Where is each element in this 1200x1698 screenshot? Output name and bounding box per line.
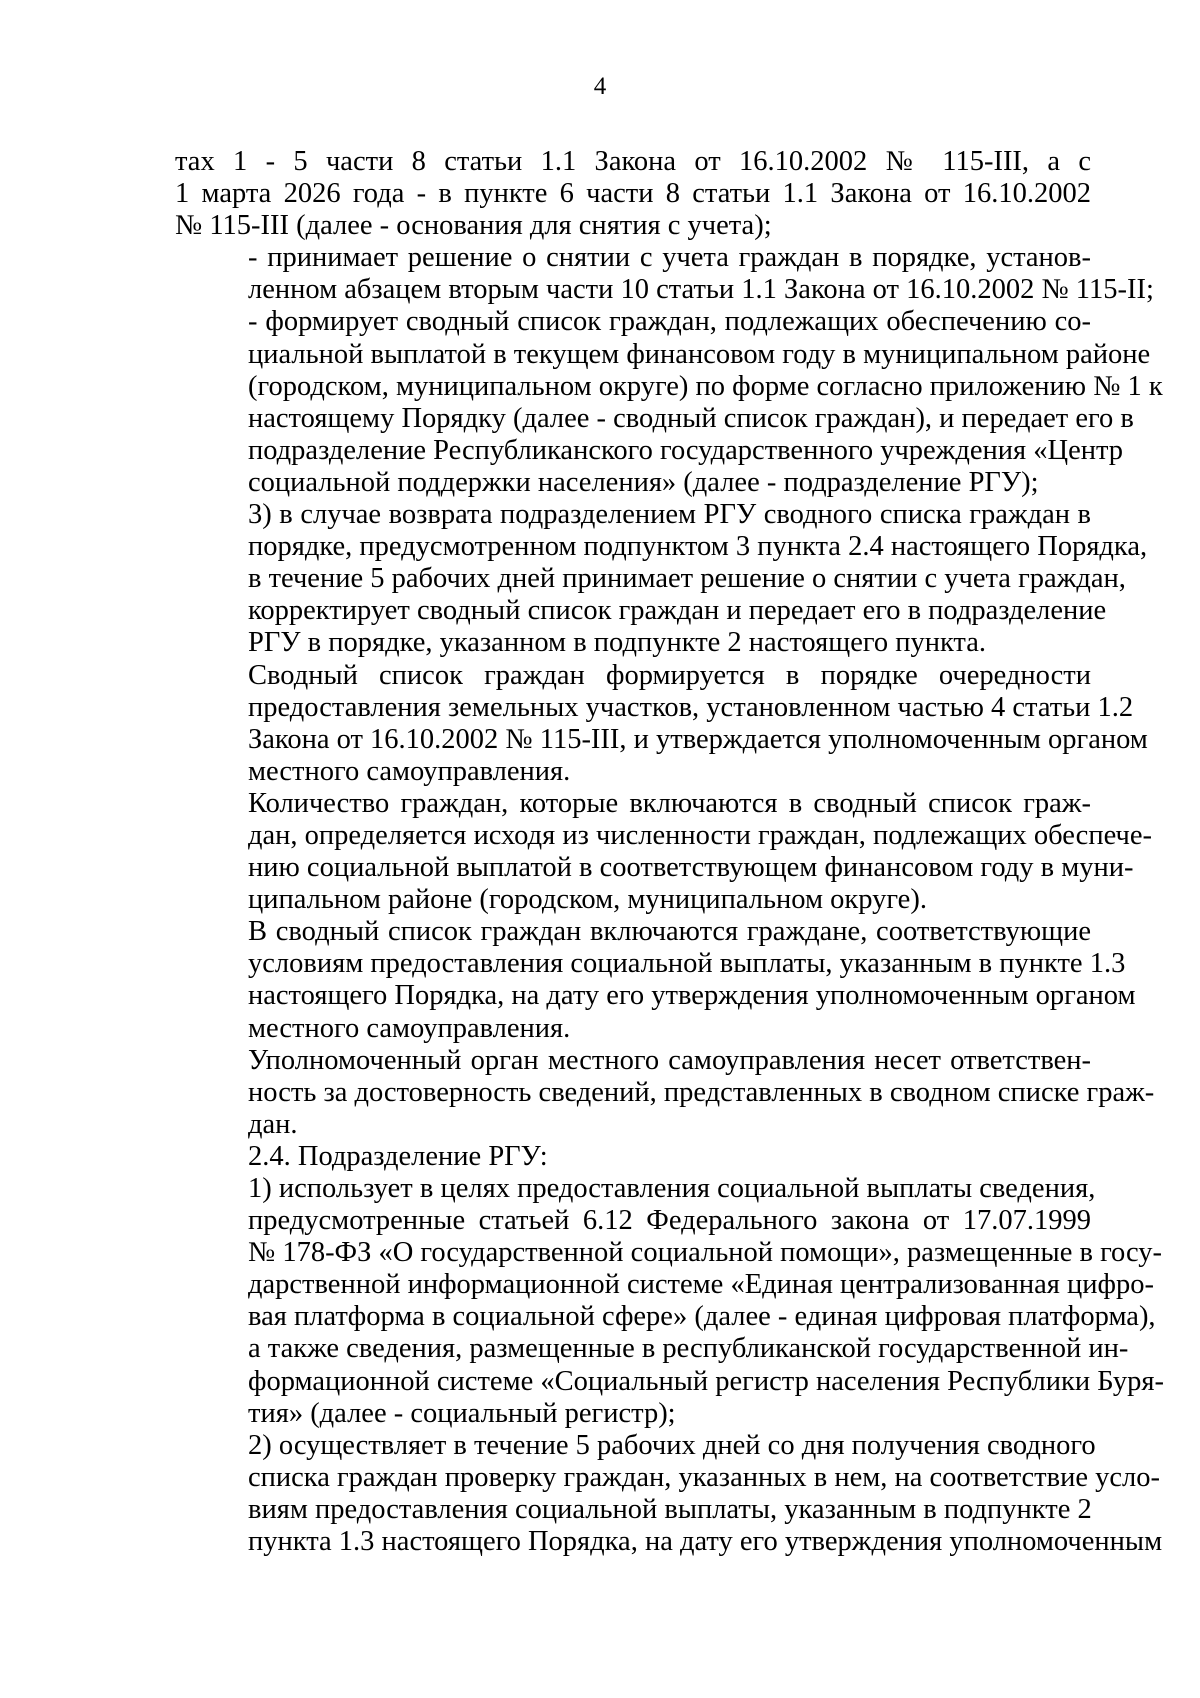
text-line: списка граждан проверку граждан, указанных в нем, на соответствие усло- [248, 1461, 1160, 1493]
paragraph [175, 1173, 1164, 1430]
text-line: предоставления земельных участков, установленном частью 4 статьи 1.2 [248, 691, 1134, 723]
text-line: - принимает решение о снятии с учета граждан в порядке, установ- [248, 242, 1091, 274]
text-line: дан, определяется исходя из численности граждан, подлежащих обеспече- [248, 819, 1152, 851]
text-line: а также сведения, размещенные в республиканской государственной ин- [248, 1333, 1129, 1365]
text-line: корректирует сводный список граждан и передает его в подразделение [248, 595, 1107, 627]
paragraph [175, 1141, 1091, 1173]
paragraph [175, 1429, 1163, 1558]
text-line: социальной поддержки населения» (далее - подразделение РГУ); [248, 466, 1039, 498]
text-line: 3) в случае возврата подразделением РГУ сводного списка граждан в [248, 499, 1091, 531]
paragraph [175, 306, 1163, 499]
text-line: 1 марта 2026 года - в пункте 6 части 8 статьи 1.1 Закона от 16.10.2002 [175, 178, 1091, 210]
text-line: настоящего Порядка, на дату его утверждения уполномоченным органом [248, 980, 1136, 1012]
text-line: Сводный список граждан формируется в порядке очередности [248, 659, 1091, 691]
document-body [175, 146, 1164, 1558]
paragraph [175, 146, 1091, 242]
text-line: 1) использует в целях предоставления социальной выплаты сведения, [248, 1173, 1096, 1204]
text-line: пункта 1.3 настоящего Порядка, на дату его утверждения уполномоченным [248, 1526, 1163, 1558]
paragraph [175, 242, 1154, 306]
page-number: 4 [593, 73, 607, 100]
paragraph [175, 916, 1136, 1044]
text-line: дарственной информационной системе «Единая централизованная цифро- [248, 1269, 1155, 1301]
text-line: вая платформа в социальной сфере» (далее - единая цифровая платформа), [248, 1301, 1156, 1333]
text-line: ленном абзацем вторым части 10 статьи 1.1 Закона от 16.10.2002 № 115-II; [248, 274, 1154, 306]
text-line: в течение 5 рабочих дней принимает решение о снятии с учета граждан, [248, 563, 1126, 595]
text-line: порядке, предусмотренном подпунктом 3 пункта 2.4 настоящего Порядка, [248, 531, 1148, 563]
text-line: виям предоставления социальной выплаты, указанным в подпункте 2 [248, 1493, 1092, 1525]
text-line: тах 1 - 5 части 8 статьи 1.1 Закона от 16.10.2002 № 115-III, а с [175, 146, 1091, 177]
text-line: Закона от 16.10.2002 № 115-III, и утверждается уполномоченным органом [248, 723, 1148, 755]
text-line: (городском, муниципальном округе) по форме согласно приложению № 1 к [248, 370, 1163, 402]
text-line: условиям предоставления социальной выплаты, указанным в пункте 1.3 [248, 948, 1126, 980]
text-line: 2) осуществляет в течение 5 рабочих дней со дня получения сводного [248, 1429, 1096, 1461]
text-line: тия» (далее - социальный регистр); [248, 1397, 676, 1429]
paragraph [175, 659, 1148, 788]
text-line: формационной системе «Социальный регистр населения Республики Буря- [248, 1365, 1164, 1397]
text-line: местного самоуправления. [248, 1012, 571, 1044]
text-line: В сводный список граждан включаются граждане, соответствующие [248, 916, 1091, 948]
text-line: РГУ в порядке, указанном в подпункте 2 настоящего пункта. [248, 627, 986, 659]
text-line: Количество граждан, которые включаются в сводный список граж- [248, 787, 1091, 819]
text-line: подразделение Республиканского государственного учреждения «Центр [248, 434, 1124, 466]
text-line: - формирует сводный список граждан, подлежащих обеспечению со- [248, 306, 1091, 338]
text-line: Уполномоченный орган местного самоуправления несет ответствен- [248, 1044, 1091, 1076]
text-line: дан. [248, 1108, 298, 1140]
text-line: ципальном районе (городском, муниципальном округе). [248, 884, 927, 916]
text-line: № 178-ФЗ «О государственной социальной помощи», размещенные в госу- [248, 1237, 1163, 1269]
paragraph [175, 1044, 1155, 1141]
text-line: нию социальной выплатой в соответствующем финансовом году в муни- [248, 852, 1134, 884]
paragraph [175, 787, 1152, 916]
text-line: 2.4. Подразделение РГУ: [248, 1140, 548, 1172]
text-line: № 115-III (далее - основания для снятия с учета); [175, 210, 772, 242]
text-line: местного самоуправления. [248, 755, 571, 787]
text-line: настоящему Порядку (далее - сводный список граждан), и передает его в [248, 402, 1134, 434]
text-line: циальной выплатой в текущем финансовом году в муниципальном районе [248, 338, 1151, 370]
paragraph [175, 499, 1148, 659]
text-line: ность за достоверность сведений, представленных в сводном списке граж- [248, 1076, 1155, 1108]
text-line: предусмотренные статьей 6.12 Федерального закона от 17.07.1999 [248, 1205, 1091, 1237]
